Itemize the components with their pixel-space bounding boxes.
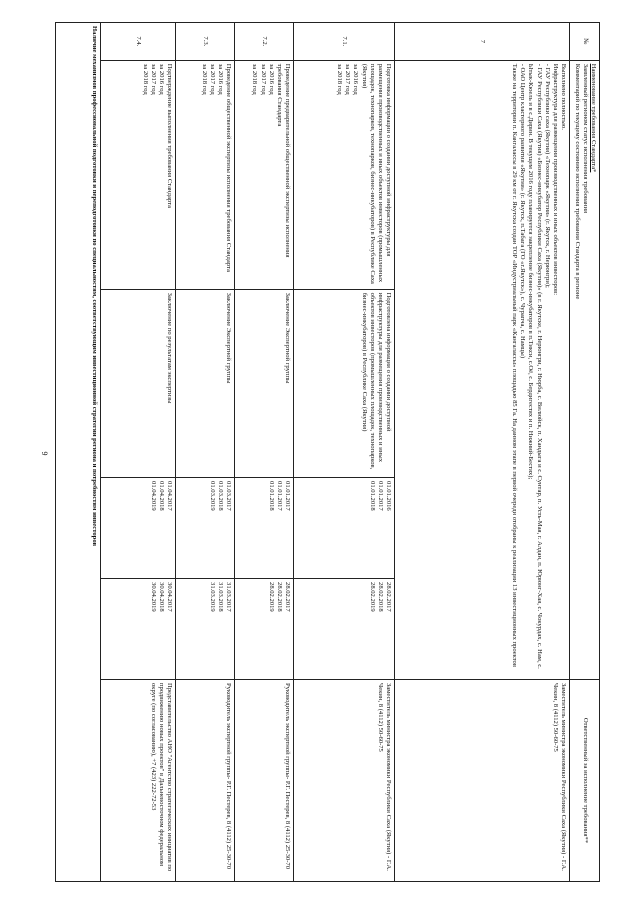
row73-end: 31.03.2019 xyxy=(208,582,216,612)
header-title-line2: Заявленный регионом статус исполнения требования xyxy=(581,63,589,214)
row71-start: 01.01.2018 xyxy=(368,481,376,511)
row74-period: за 2017 год xyxy=(149,63,157,95)
row71-start: 01.01.2017 xyxy=(377,481,385,511)
row73-period: за 2016 год xyxy=(217,63,225,95)
row72-start: 01.01.2017 xyxy=(284,481,292,511)
row72-responsible: Руководитель экспертной группы- Р.Г. Пестерев, 8 (4112) 25-30-70 xyxy=(235,679,294,881)
row72-start: 01.01.2018 xyxy=(267,481,275,511)
row74-end: 30.04.2018 xyxy=(158,582,166,612)
row71-end: 28.02.2017 xyxy=(385,582,393,612)
row7-status: Выполнено полностью. xyxy=(560,63,568,130)
row71-period: за 2017 год xyxy=(344,63,352,95)
row73-end: 31.03.2018 xyxy=(217,582,225,612)
row7-line: Инфраструктура для размещения производственных и иных объектов инвесторов: xyxy=(552,63,560,296)
row72-end: 28.02.2019 xyxy=(267,582,275,612)
row72-end-dates xyxy=(235,579,294,680)
header-row xyxy=(570,23,600,882)
row74-start: 01.04.2018 xyxy=(158,481,166,511)
page-number: 6 xyxy=(40,451,50,456)
row72-period: за 2017 год xyxy=(259,63,267,95)
header-title-line3: Комментарий по текущему состоянию исполнения требования Стандарта в регионе xyxy=(573,63,581,300)
row73-start: 01.03.2019 xyxy=(208,481,216,511)
row71-start: 01.01.2016 xyxy=(385,481,393,511)
row72-start-dates xyxy=(235,478,294,579)
row74-end-dates xyxy=(101,579,176,680)
row71-result: Подготовлена информация о создании доступной инфраструктуры для размещения производственных и иных объектов инвесторов (промышленных площадок, технопарков, бизнес-инкубаторов) в Республике Саха (Якутия) xyxy=(294,289,395,477)
row71-start-dates xyxy=(294,478,395,579)
row73-num: 7.3. xyxy=(176,23,235,61)
row72-start: 01.01.2017 xyxy=(276,481,284,511)
table-row-7-3 xyxy=(176,23,235,882)
row72-num: 7.2. xyxy=(235,23,294,61)
row71-req-text: Подготовка информации о создании доступной инфраструктуры для размещения производственных и иных объектов инвесторов (промышленных площадок, технопарков, технопарков, бизнес-инкубаторов) в Республике Саха (Якутия) xyxy=(360,63,393,284)
row73-requirement xyxy=(176,60,235,289)
row73-end: 31.03.2017 xyxy=(225,582,233,612)
row7-num: 7 xyxy=(395,23,570,61)
row72-end: 28.02.2017 xyxy=(284,582,292,612)
row72-result: Заключение Экспертной группы xyxy=(235,289,294,477)
row71-period: за 2018 год xyxy=(335,63,343,95)
table-row-7 xyxy=(395,23,570,882)
row74-requirement xyxy=(101,60,176,289)
row7-responsible: Заместитель министра экономики Республики Саха (Якутия) - Г.А. Чекин, 8 (4112) 50-60-75 xyxy=(395,679,570,881)
row7-line: - ОАО Центр кластерного развития «Якутия» (г. Якутск, п.Табага (ГО «г.Якутск»), с. Чурапча, с. Намцы) xyxy=(519,63,527,359)
row71-period: за 2016 год xyxy=(352,63,360,95)
row74-period: за 2018 год xyxy=(141,63,149,95)
row73-period: за 2018 год xyxy=(200,63,208,95)
row74-num: 7.4. xyxy=(101,23,176,61)
row73-start-dates xyxy=(176,478,235,579)
footer-requirement: Наличие механизмов профессиональной подготовки и переподготовки по специальностям, соответствующим инвестиционной стратегии региона и потребностям инвесторов xyxy=(56,23,101,882)
row7-line: - ГАУ Республики саха (Якутия) «Технопарк «Якутия» (г. Якутск, г. Нерюнгри); xyxy=(543,63,551,288)
row7-line: - ГАУ Республики Саха (Якутия) «Бизнес-инкубатор Республики Саха (Якутия)» (в г. Якутске, г. Нерюнгри, г. Нюрба, с. Вилюйск, п. Хандыга и с. Сунтар, п. Усть-Мая, г. Алдан, п. Юрюнг-Хая, с. Чокурдах, с. Нам, с. Ытык-Кюель и в с.Дирин. В текущем 2016 году планируется закрепление бизнес-инкубаторов в п.Тикси, с.Оё, с. Бердигестях и п. Нижний-Бестях); xyxy=(527,63,543,669)
table-row-7-1 xyxy=(294,23,395,882)
row74-period: за 2016 год xyxy=(158,63,166,95)
row71-end: 28.02.2019 xyxy=(368,582,376,612)
header-title xyxy=(570,60,600,679)
row7-line: Также на территории п. Кангалассы в 29 км от г. Якутска создан ТОР «Индустриальный парк «Кангалассы» площадью 85 Га. На данном этапе в первой очереди отобраны к реализации 13 инвестиционных проектов xyxy=(510,63,518,667)
row74-req-text: Подтверждение выполнения требования Стандарта xyxy=(166,63,174,208)
row73-period: за 2017 год xyxy=(208,63,216,95)
row72-period: за 2018 год xyxy=(251,63,259,95)
row74-end: 30.04.2019 xyxy=(149,582,157,612)
row71-end: 28.02.2018 xyxy=(377,582,385,612)
row74-result: Заключение по результатам экспертизы xyxy=(101,289,176,477)
row74-start: 01.04.2017 xyxy=(166,481,174,511)
row73-start: 01.03.2017 xyxy=(225,481,233,511)
row71-num: 7.1. xyxy=(294,23,395,61)
row72-end: 28.02.2018 xyxy=(276,582,284,612)
row71-requirement xyxy=(294,60,395,289)
row72-requirement xyxy=(235,60,294,289)
row73-req-text: Проведение общественной экспертизы исполнения требования Стандарта xyxy=(225,63,233,272)
row74-end: 30.04.2017 xyxy=(166,582,174,612)
row74-start: 01.04.2019 xyxy=(149,481,157,511)
row74-responsible: Представительство АНО "Агентство стратегических инициатив по продвижению новых проектов" в Дальневосточном федеральном округе (по согласованию), +7 (423) 222-72-53 xyxy=(101,679,176,881)
row73-responsible: Руководитель экспертной группы- Р.Г. Пестерев, 8 (4112) 25-30-70 xyxy=(176,679,235,881)
row71-end-dates xyxy=(294,579,395,680)
header-responsible: Ответственный за исполнение требования** xyxy=(570,679,600,881)
row7-comment xyxy=(395,60,570,679)
header-num: № xyxy=(570,23,600,61)
row73-start: 01.03.2018 xyxy=(217,481,225,511)
row74-start-dates xyxy=(101,478,176,579)
row73-result: Заключение Экспертной группы xyxy=(176,289,235,477)
row72-req-text: Проведение предварительной общественной экспертизы исполнения требования Стандарта xyxy=(276,63,292,258)
footer-row xyxy=(56,23,101,882)
row73-end-dates xyxy=(176,579,235,680)
row71-responsible: Заместитель министра экономики Республики Саха (Якутия) - Г.А. Чекин, 8 (4112) 50-60-75 xyxy=(294,679,395,881)
standard-table xyxy=(55,22,600,882)
header-title-line1: Наименование требования Стандарта* xyxy=(590,63,597,173)
rotated-table-sheet xyxy=(40,22,600,882)
table-row-7-2 xyxy=(235,23,294,882)
table-row-7-4 xyxy=(101,23,176,882)
row72-period: за 2016 год xyxy=(267,63,275,95)
